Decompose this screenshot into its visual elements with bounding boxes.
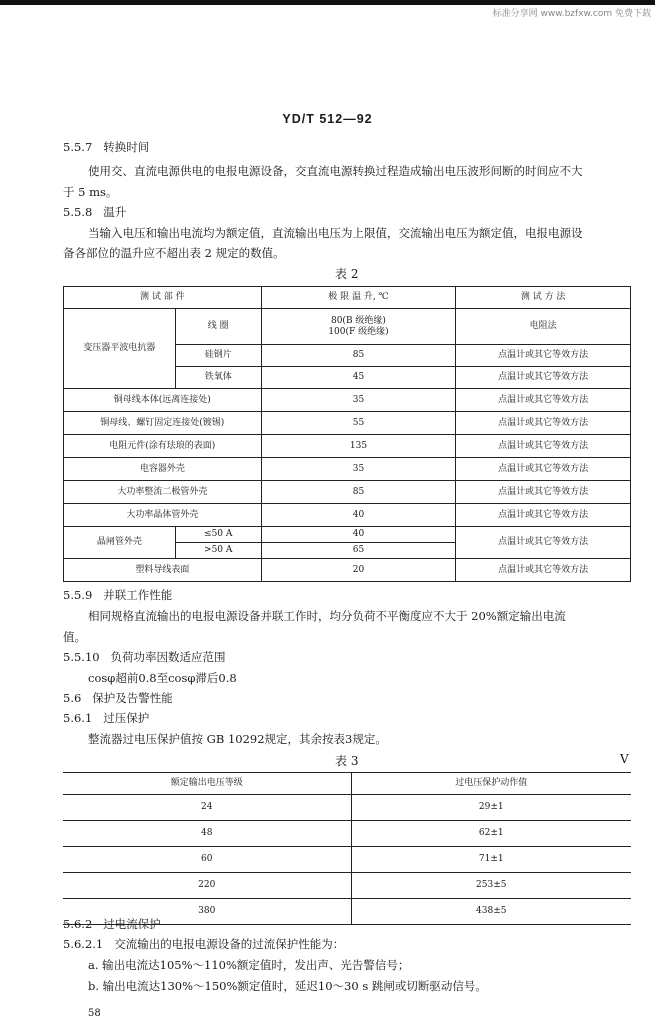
table-cell: 85 bbox=[261, 481, 456, 504]
section-5-6-heading bbox=[63, 691, 173, 705]
list-item: a. 输出电流达105%～110%额定值时，发出声、光告警信号； bbox=[88, 958, 410, 972]
section-number: 5.6.2.1 bbox=[63, 937, 104, 951]
table-cell: 438±5 bbox=[351, 899, 631, 925]
table-cell: 29±1 bbox=[351, 795, 631, 821]
table-row bbox=[64, 559, 631, 582]
table-cell: 24 bbox=[63, 795, 351, 821]
table-row bbox=[64, 309, 631, 345]
section-5-5-10-heading bbox=[63, 650, 226, 664]
table-cell: 铜母线、螺钉固定连接处(镀锡) bbox=[64, 412, 262, 435]
section-5-5-8-heading bbox=[63, 205, 126, 219]
table-cell: >50 A bbox=[175, 543, 261, 559]
paragraph-line: 使用交、直流电源供电的电报电源设备，交直流电源转换过程造成输出电压波形间断的时间应不大 bbox=[88, 164, 583, 178]
section-number: 5.6 bbox=[63, 691, 82, 705]
table-cell: 40 bbox=[261, 504, 456, 527]
table-3-caption: 表 3 bbox=[335, 754, 359, 768]
table-cell: 253±5 bbox=[351, 873, 631, 899]
table-cell: 85 bbox=[261, 345, 456, 367]
cell-line: 80(B 级绝缘) bbox=[330, 315, 386, 326]
table-cell: 点温计或其它等效方法 bbox=[456, 345, 631, 367]
table-cell: 40 bbox=[261, 527, 456, 543]
top-border bbox=[0, 0, 655, 5]
paragraph-line: 备各部位的温升应不超出表 2 规定的数值。 bbox=[63, 246, 285, 260]
table-cell bbox=[261, 309, 456, 345]
table-3-unit: V bbox=[620, 752, 629, 766]
table-cell: 晶闸管外壳 bbox=[64, 527, 176, 559]
header-cell: 测 试 部 件 bbox=[64, 287, 262, 309]
section-number: 5.6.2 bbox=[63, 917, 93, 931]
table-row bbox=[63, 847, 631, 873]
table-cell: 点温计或其它等效方法 bbox=[456, 367, 631, 389]
table-row bbox=[64, 527, 631, 543]
table-cell: 20 bbox=[261, 559, 456, 582]
table-row bbox=[64, 435, 631, 458]
table-cell: 线 圈 bbox=[175, 309, 261, 345]
header-cell: 极 限 温 升, ℃ bbox=[261, 287, 456, 309]
table-cell: 48 bbox=[63, 821, 351, 847]
section-number: 5.5.8 bbox=[63, 205, 93, 219]
header-cell: 测 试 方 法 bbox=[456, 287, 631, 309]
table-row bbox=[64, 458, 631, 481]
section-title: 过电流保护 bbox=[103, 917, 161, 931]
section-title: 转换时间 bbox=[103, 140, 150, 154]
table-row bbox=[63, 821, 631, 847]
table-cell: 电阻元件(涂有珐琅的表面) bbox=[64, 435, 262, 458]
table-cell: 71±1 bbox=[351, 847, 631, 873]
table-cell: 35 bbox=[261, 389, 456, 412]
table-cell: 点温计或其它等效方法 bbox=[456, 527, 631, 559]
header-cell: 过电压保护动作值 bbox=[351, 773, 631, 795]
table-cell: 60 bbox=[63, 847, 351, 873]
table-cell: 点温计或其它等效方法 bbox=[456, 559, 631, 582]
page-number: 58 bbox=[88, 1008, 101, 1019]
section-number: 5.5.10 bbox=[63, 650, 100, 664]
table-cell: 62±1 bbox=[351, 821, 631, 847]
table-cell: 点温计或其它等效方法 bbox=[456, 504, 631, 527]
table-cell: 55 bbox=[261, 412, 456, 435]
table-cell: 点温计或其它等效方法 bbox=[456, 389, 631, 412]
table-cell: 35 bbox=[261, 458, 456, 481]
list-item: b. 输出电流达130%～150%额定值时，延迟10～30 s 跳闸或切断驱动信号。 bbox=[88, 979, 487, 993]
table-cell: 点温计或其它等效方法 bbox=[456, 481, 631, 504]
table-cell: 380 bbox=[63, 899, 351, 925]
section-title: 温升 bbox=[103, 205, 127, 219]
section-title: 保护及告警性能 bbox=[92, 691, 173, 705]
paragraph-line: cosφ超前0.8至cosφ滞后0.8 bbox=[88, 671, 237, 685]
table-cell: 电阻法 bbox=[456, 309, 631, 345]
table-2-caption: 表 2 bbox=[335, 267, 359, 281]
section-5-5-9-heading bbox=[63, 588, 172, 602]
table-header-row bbox=[63, 773, 631, 795]
table-header-row bbox=[64, 287, 631, 309]
section-number: 5.5.9 bbox=[63, 588, 93, 602]
section-5-6-2-heading bbox=[63, 917, 161, 931]
paragraph-line: 值。 bbox=[63, 630, 86, 644]
paragraph-line: 整流器过电压保护值按 GB 10292规定，其余按表3规定。 bbox=[88, 732, 387, 746]
table-cell: 点温计或其它等效方法 bbox=[456, 458, 631, 481]
table-cell: 硅钢片 bbox=[175, 345, 261, 367]
paragraph-line: 当输入电压和输出电流均为额定值，直流输出电压为上限值，交流输出电压为额定值，电报电源设 bbox=[88, 226, 583, 240]
table-row bbox=[63, 795, 631, 821]
table-cell: ≤50 A bbox=[175, 527, 261, 543]
table-cell: 点温计或其它等效方法 bbox=[456, 412, 631, 435]
section-number: 5.5.7 bbox=[63, 140, 93, 154]
table-row bbox=[64, 389, 631, 412]
table-cell: 铁氧体 bbox=[175, 367, 261, 389]
table-cell: 大功率整流二极管外壳 bbox=[64, 481, 262, 504]
paragraph-line: 相同规格直流输出的电报电源设备并联工作时，均分负荷不平衡度应不大于 20%额定输出电流 bbox=[88, 609, 566, 623]
section-5-6-2-1-heading bbox=[63, 937, 344, 951]
table-cell: 点温计或其它等效方法 bbox=[456, 435, 631, 458]
document-code: YD/T 512—92 bbox=[282, 112, 373, 126]
table-row bbox=[63, 873, 631, 899]
table-cell: 变压器平波电抗器 bbox=[64, 309, 176, 389]
header-cell: 额定输出电压等级 bbox=[63, 773, 351, 795]
watermark: 标准分享网 www.bzfxw.com 免费下载 bbox=[492, 9, 651, 19]
table-cell: 65 bbox=[261, 543, 456, 559]
table-cell: 电容器外壳 bbox=[64, 458, 262, 481]
table-row bbox=[64, 412, 631, 435]
table-row bbox=[64, 504, 631, 527]
table-cell: 铜母线本体(远离连接处) bbox=[64, 389, 262, 412]
cell-line: 100(F 级绝缘) bbox=[328, 326, 389, 337]
table-cell: 塑料导线表面 bbox=[64, 559, 262, 582]
section-title: 过压保护 bbox=[103, 711, 150, 725]
section-title: 负荷功率因数适应范围 bbox=[110, 650, 226, 664]
table-2 bbox=[63, 286, 631, 582]
table-row bbox=[64, 481, 631, 504]
section-5-6-1-heading bbox=[63, 711, 149, 725]
table-cell: 135 bbox=[261, 435, 456, 458]
section-title: 并联工作性能 bbox=[103, 588, 173, 602]
section-title: 交流输出的电报电源设备的过流保护性能为： bbox=[114, 937, 345, 951]
paragraph-line: 于 5 ms。 bbox=[63, 185, 118, 199]
section-5-5-7-heading bbox=[63, 140, 149, 154]
table-cell: 220 bbox=[63, 873, 351, 899]
table-cell: 45 bbox=[261, 367, 456, 389]
table-cell: 大功率晶体管外壳 bbox=[64, 504, 262, 527]
section-number: 5.6.1 bbox=[63, 711, 93, 725]
table-3 bbox=[63, 772, 631, 925]
